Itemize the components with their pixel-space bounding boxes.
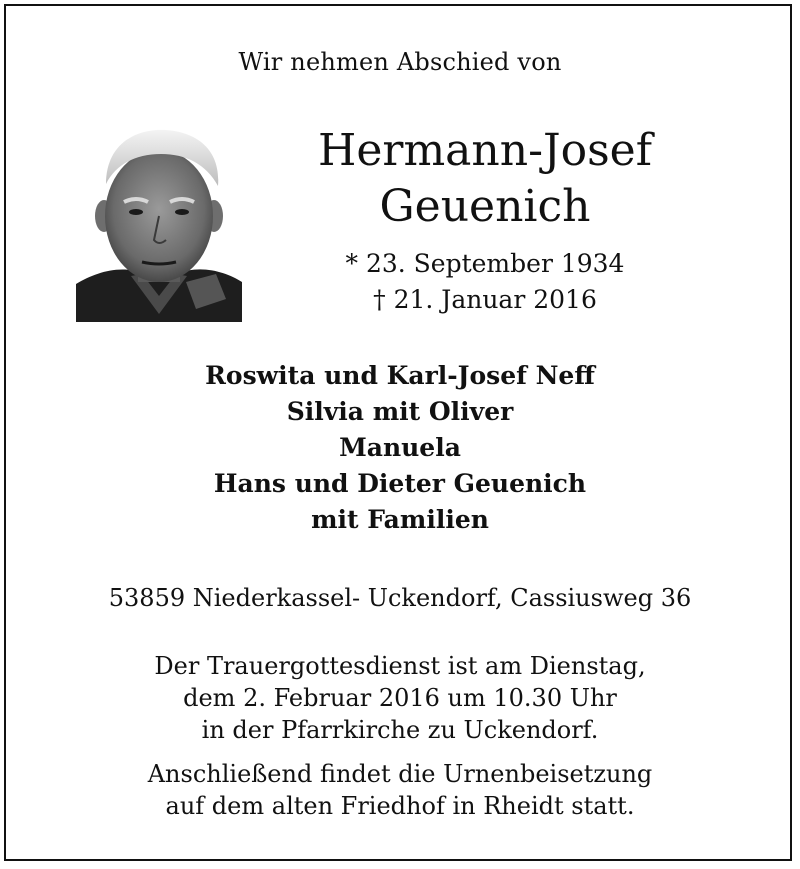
mourner-line: mit Familien (311, 505, 489, 534)
mourner-line: Roswita und Karl-Josef Neff (205, 361, 595, 390)
service-line: Der Trauergottesdienst ist am Dienstag, (154, 652, 646, 680)
family-address: 53859 Niederkassel- Uckendorf, Cassiusweg 36 (108, 584, 692, 612)
mourner-line: Hans und Dieter Geuenich (213, 469, 587, 498)
burial-line: Anschließend findet die Urnenbeisetzung (147, 760, 653, 788)
portrait-photo (76, 124, 242, 322)
burial-line: auf dem alten Friedhof in Rheidt statt. (165, 792, 635, 820)
service-line: dem 2. Februar 2016 um 10.30 Uhr (183, 684, 617, 712)
mourner-line: Silvia mit Oliver (286, 397, 514, 426)
death-date: † 21. Januar 2016 (373, 285, 597, 314)
birth-date: * 23. September 1934 (345, 249, 625, 278)
service-line: in der Pfarrkirche zu Uckendorf. (201, 716, 599, 744)
burial-info (0, 758, 800, 822)
mourners-list (0, 358, 800, 538)
deceased-last-name: Geuenich (379, 181, 591, 232)
service-info (0, 650, 800, 746)
deceased-first-name: Hermann-Josef (318, 125, 652, 176)
mourner-line: Manuela (339, 433, 461, 462)
intro-text: Wir nehmen Abschied von (238, 48, 562, 76)
